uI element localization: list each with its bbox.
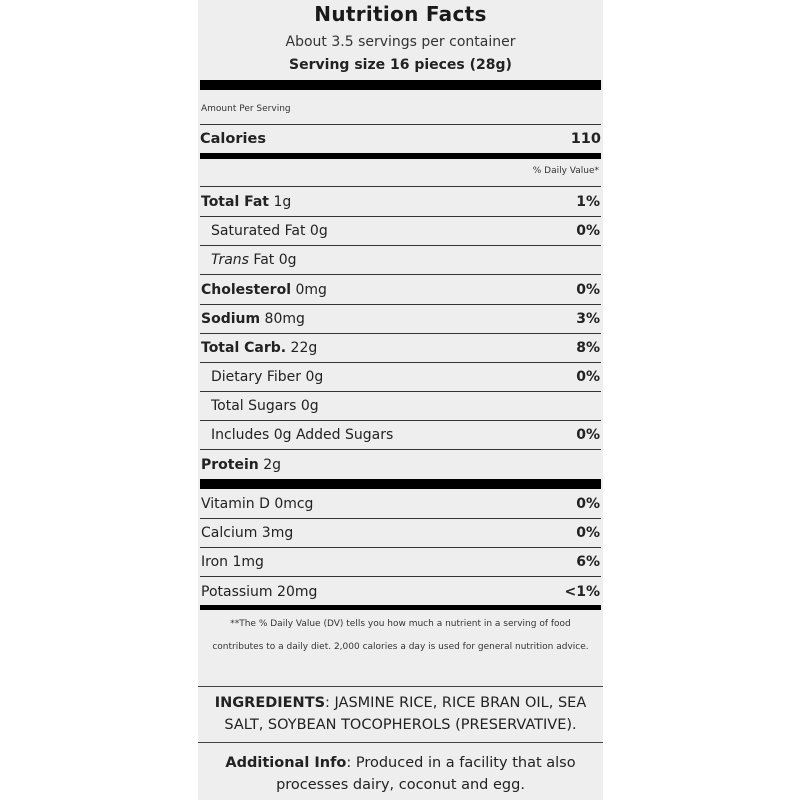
nutrient-row-sodium [200, 304, 601, 333]
nutrient-row-total-carb [200, 333, 601, 362]
section-divider [198, 742, 603, 743]
ingredients-text: : JASMINE RICE, RICE BRAN OIL, SEA SALT, SOYBEAN TOCOPHEROLS (PRESERVATIVE). [224, 695, 587, 733]
nutrient-amount: 0mg [295, 281, 327, 298]
nutrient-amount: 80mg [264, 310, 305, 327]
daily-value-header: % Daily Value* [532, 166, 599, 176]
thick-divider [200, 80, 601, 90]
nutrient-amount: 0g [309, 222, 328, 239]
nutrient-amount: 22g [290, 339, 318, 356]
nutrient-label: Sodium [201, 310, 261, 327]
nutrient-percent: 0% [576, 426, 600, 443]
nutrient-label: Trans [211, 251, 249, 268]
nutrient-percent: 3% [576, 310, 600, 327]
nutrient-label: Total Fat [201, 193, 270, 210]
additional-info-text: : Produced in a facility that also processes dairy, coconut and egg. [276, 755, 576, 793]
vitamin-percent: <1% [564, 583, 600, 600]
nutrient-amount: 0g [300, 397, 319, 414]
nutrient-row-trans-fat [200, 245, 601, 274]
vitamin-row-potassium [200, 577, 601, 606]
calories-label: Calories [200, 130, 266, 147]
thick-divider [200, 479, 601, 489]
vitamin-row-calcium [200, 518, 601, 547]
nutrient-row-protein [200, 450, 601, 479]
nutrient-label: Total Carb. [201, 339, 287, 356]
nutrient-percent: 8% [576, 339, 600, 356]
daily-value-footnote: **The % Daily Value (DV) tells you how much a nutrient in a serving of food contributes to a daily diet. 2,000 calories a day is used for general nutrition advice. [212, 619, 589, 652]
vitamin-label: Vitamin D [201, 495, 270, 512]
nutrient-label: Total Sugars [211, 397, 297, 414]
calories-row [200, 124, 601, 153]
vitamin-label: Iron [201, 553, 229, 570]
nutrient-amount: 1g [273, 193, 292, 210]
vitamin-row-vitamin-d [200, 489, 601, 518]
nutrition-panel [198, 0, 603, 800]
vitamin-amount: 0mcg [274, 495, 314, 512]
nutrient-label: Protein [201, 456, 259, 473]
servings-per-container: About 3.5 servings per container [285, 34, 516, 50]
ingredients-block [198, 692, 603, 736]
nutrient-percent: 0% [576, 222, 600, 239]
nutrient-row-cholesterol [200, 275, 601, 304]
calories-value: 110 [570, 130, 601, 147]
additional-info-block [198, 752, 603, 796]
serving-size: Serving size 16 pieces (28g) [289, 57, 512, 73]
vitamin-percent: 0% [576, 495, 600, 512]
nutrient-label: Includes 0g Added Sugars [211, 426, 394, 443]
vitamin-amount: 3mg [261, 524, 294, 541]
nutrient-label: Cholesterol [201, 281, 291, 298]
section-divider [198, 686, 603, 687]
vitamin-label: Potassium [201, 583, 273, 600]
ingredients-label: INGREDIENTS [214, 695, 326, 711]
nutrient-percent: 1% [576, 193, 600, 210]
nutrient-row-total-fat [200, 187, 601, 216]
vitamin-label: Calcium [201, 524, 258, 541]
medium-divider [200, 153, 601, 159]
panel-title: Nutrition Facts [314, 2, 487, 26]
nutrient-amount: 0g [305, 368, 324, 385]
nutrient-row-total-sugars [200, 391, 601, 420]
nutrient-percent: 0% [576, 368, 600, 385]
amount-per-serving: Amount Per Serving [201, 104, 291, 114]
nutrient-row-saturated-fat [200, 216, 601, 245]
nutrient-amount: 2g [263, 456, 281, 473]
nutrient-amount: Fat 0g [253, 251, 297, 268]
vitamin-percent: 0% [576, 524, 600, 541]
medium-divider [200, 605, 601, 610]
vitamin-amount: 1mg [232, 553, 264, 570]
vitamin-percent: 6% [576, 553, 600, 570]
nutrient-row-added-sugars [200, 420, 601, 449]
nutrient-row-dietary-fiber [200, 362, 601, 391]
nutrient-percent: 0% [576, 281, 600, 298]
nutrient-label: Dietary Fiber [211, 368, 302, 385]
vitamin-row-iron [200, 547, 601, 576]
vitamin-amount: 20mg [277, 583, 318, 600]
additional-info-label: Additional Info [225, 755, 347, 771]
nutrient-label: Saturated Fat [211, 222, 306, 239]
